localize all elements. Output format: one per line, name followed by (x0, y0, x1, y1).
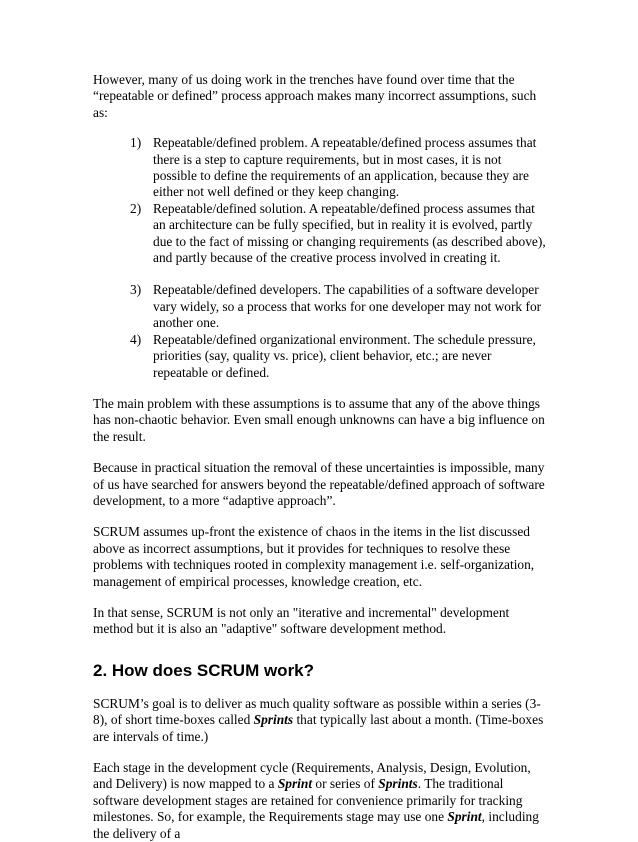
section-heading: 2. How does SCRUM work? (93, 660, 315, 680)
scrum-goal-paragraph (93, 696, 548, 745)
list-item-text: Repeatable/defined problem. A repeatable/defined process assumes that there is a step to capture requirements, but in most cases, it is not possible to define the requirements of an application, because they are either not well defined or they keep changing. (153, 135, 537, 200)
text-run: , including the delivery of a (93, 809, 539, 841)
sprint-term: Sprint (277, 776, 313, 792)
development-stage-paragraph (93, 760, 548, 842)
list-item (93, 332, 548, 381)
text-run: Each stage in the development cycle (Requirements, Analysis, Design, Evolution, and Delivery) is now mapped to a (93, 760, 531, 792)
list-item (93, 201, 548, 267)
list-item-number: 1) (130, 135, 142, 151)
list-item (93, 135, 548, 201)
text-run: . The traditional software development stages are retained for convenience primarily for tracking milestones. So, for example, the Requirements stage may use one (93, 776, 523, 825)
list-item-number: 3) (130, 282, 142, 298)
list-item (93, 282, 548, 331)
sprints-term: Sprints (253, 712, 294, 728)
practical-situation-paragraph: Because in practical situation the removal of these uncertainties is impossible, many of us have searched for answers beyond the repeatable/defined approach of software development, to a more “adaptive approach”. (93, 460, 545, 508)
text-run: that typically last about a month. (Time-boxes are intervals of time.) (93, 712, 544, 744)
sprints-term: Sprints (378, 776, 418, 792)
list-item-text: Repeatable/defined developers. The capabilities of a software developer vary widely, so a process that works for one developer may not work for another one. (153, 282, 542, 331)
text-run: or series of (312, 776, 379, 792)
main-problem-paragraph: The main problem with these assumptions is to assume that any of the above things has non-chaotic behavior. Even small enough unknowns can have a big influence on the result. (93, 395, 545, 444)
list-item-number: 4) (130, 331, 142, 347)
list-item-number: 2) (130, 200, 142, 216)
list-item-text: Repeatable/defined solution. A repeatable/defined process assumes that an architecture can be fully specified, but in reality it is evolved, partly due to the fact of missing or changing requirements (as described above), and partly because of the creative process involved in creating it. (153, 200, 546, 266)
text-run: SCRUM’s goal is to deliver as much quality software as possible within a series (3-8), of short time-boxes called (93, 695, 541, 728)
scrum-assumes-paragraph: SCRUM assumes up-front the existence of chaos in the items in the list discussed above as incorrect assumptions, but it provides for techniques to resolve these problems with techniques rooted in complexity management i.e. self-organization, management of empirical processes, knowledge creation, etc. (93, 524, 535, 589)
assumptions-list (93, 135, 548, 381)
in-that-sense-paragraph: In that sense, SCRUM is not only an "iterative and incremental" development method but it is also an "adaptive" software development method. (93, 604, 510, 637)
list-item-text: Repeatable/defined organizational environment. The schedule pressure, priorities (say, quality vs. price), client behavior, etc.; are never repeatable or defined. (153, 331, 536, 380)
sprint-term: Sprint (447, 809, 482, 825)
intro-paragraph: However, many of us doing work in the trenches have found over time that the “repeatable or defined” process approach makes many incorrect assumptions, such as: (93, 72, 537, 120)
